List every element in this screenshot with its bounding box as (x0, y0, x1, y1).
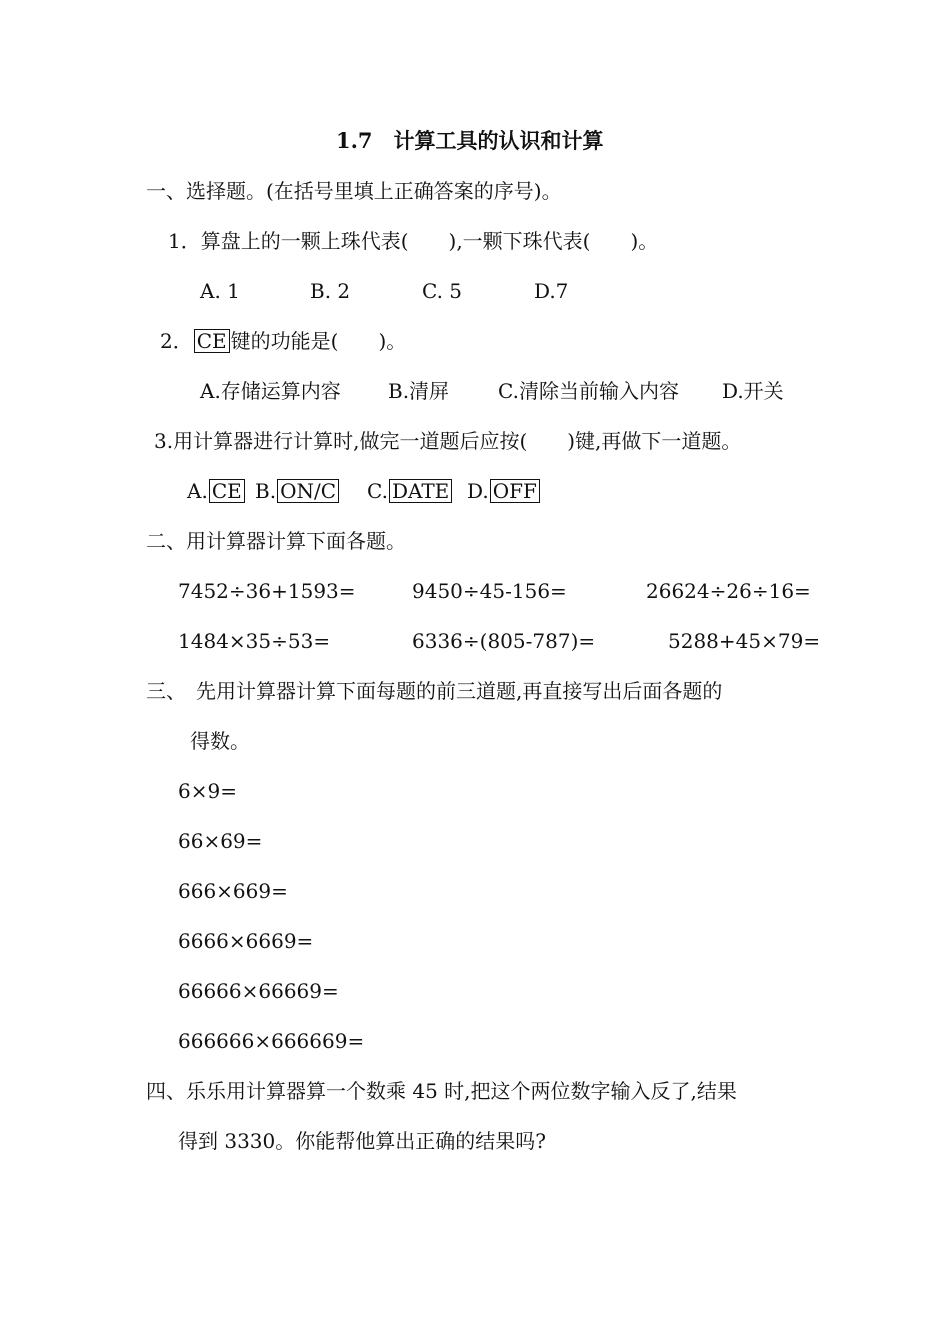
q3-option-c: C. DATE (367, 478, 453, 504)
section-2-heading: 二、用计算器计算下面各题。 (146, 529, 406, 553)
q2-option-c: C.清除当前输入内容 (498, 379, 679, 403)
pattern-item: 6666×6669= (178, 929, 314, 953)
question-2 (160, 328, 406, 354)
q1-option-c: C. 5 (422, 279, 463, 303)
q3-option-a: A. CE (187, 478, 246, 504)
q3-option-b: B. ON/C (255, 478, 340, 504)
ce-key-icon: CE (194, 329, 230, 353)
question-1: 1．算盘上的一颗上珠代表( ),一颗下珠代表( )。 (168, 229, 659, 253)
q2-option-a: A.存储运算内容 (200, 379, 341, 403)
calc-item: 7452÷36+1593= (178, 579, 356, 603)
pattern-item: 666×669= (178, 879, 288, 903)
section-4-line-2: 得到 3330。你能帮他算出正确的结果吗? (178, 1129, 546, 1153)
q2-text: 键的功能是( )。 (230, 329, 407, 353)
date-key-icon: DATE (389, 479, 452, 503)
q2-option-b: B.清屏 (388, 379, 450, 403)
q1-option-b: B. 2 (310, 279, 351, 303)
ce-key-icon: CE (209, 479, 245, 503)
q2-option-d: D.开关 (722, 379, 784, 403)
section-1-heading: 一、选择题。(在括号里填上正确答案的序号)。 (146, 179, 562, 203)
q2-number: 2． (160, 329, 193, 353)
pattern-item: 66×69= (178, 829, 263, 853)
q1-option-d: D.7 (534, 279, 569, 303)
calc-item: 1484×35÷53= (178, 629, 331, 653)
calc-item: 6336÷(805-787)= (412, 629, 596, 653)
calc-item: 5288+45×79= (668, 629, 821, 653)
pattern-item: 66666×66669= (178, 979, 339, 1003)
pattern-item: 666666×666669= (178, 1029, 365, 1053)
calc-item: 26624÷26÷16= (646, 579, 811, 603)
q1-option-a: A. 1 (200, 279, 240, 303)
section-3-heading: 三、 先用计算器计算下面每题的前三道题,再直接写出后面各题的 (146, 679, 723, 703)
off-key-icon: OFF (490, 479, 540, 503)
on-c-key-icon: ON/C (277, 479, 339, 503)
q3-option-d: D. OFF (467, 478, 541, 504)
section-4-line-1: 四、乐乐用计算器算一个数乘 45 时,把这个两位数字输入反了,结果 (146, 1079, 737, 1103)
question-3: 3.用计算器进行计算时,做完一道题后应按( )键,再做下一道题。 (154, 429, 742, 453)
pattern-item: 6×9= (178, 779, 237, 803)
calc-item: 9450÷45-156= (412, 579, 567, 603)
section-3-heading-cont: 得数。 (190, 729, 250, 753)
page-title: 1.7 计算工具的认识和计算 (336, 128, 604, 153)
